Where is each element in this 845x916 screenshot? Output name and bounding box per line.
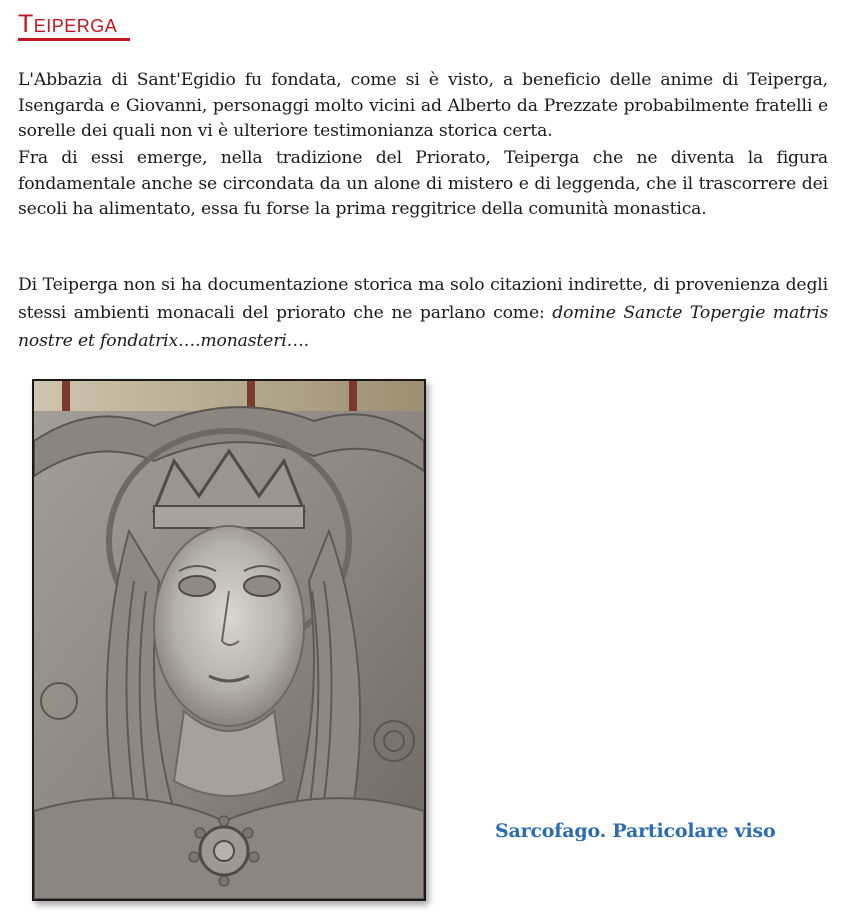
paragraph-documentation xyxy=(18,271,828,355)
paragraph-teiperga xyxy=(18,146,828,223)
sarcophagus-photo xyxy=(32,379,426,901)
title-underline xyxy=(18,38,130,41)
paragraph-intro-text: L'Abbazia di Sant'Egidio fu fondata, come si è visto, a beneficio delle anime di Teiperga, Isengarda e Giovanni, personaggi molto vicini ad Alberto da Prezzate probabilmente fratelli e sorelle dei quali non vi è ulteriore testimonianza storica certa. xyxy=(18,70,828,142)
paragraph-intro xyxy=(18,68,828,145)
figure-caption: Sarcofago. Particolare viso xyxy=(495,820,776,842)
paragraph-documentation-body: Di Teiperga non si ha documentazione storica ma solo citazioni indirette, di provenienza degli stessi ambienti monacali del priorato che ne parlano come: xyxy=(18,275,828,323)
paragraph-teiperga-text: Fra di essi emerge, nella tradizione del Priorato, Teiperga che ne diventa la figura fondamentale anche se circondata da un alone di mistero e di leggenda, che il trascorrere dei secoli ha alimentato, essa fu forse la prima reggitrice della comunità monastica. xyxy=(18,148,828,220)
page-title: Teiperga xyxy=(18,10,118,38)
sarcophagus-face-illustration xyxy=(34,381,424,899)
latin-quote: domine Sancte Topergie matris nostre et fondatrix….monasteri…. xyxy=(18,303,828,351)
paragraph-documentation-text xyxy=(18,271,828,355)
